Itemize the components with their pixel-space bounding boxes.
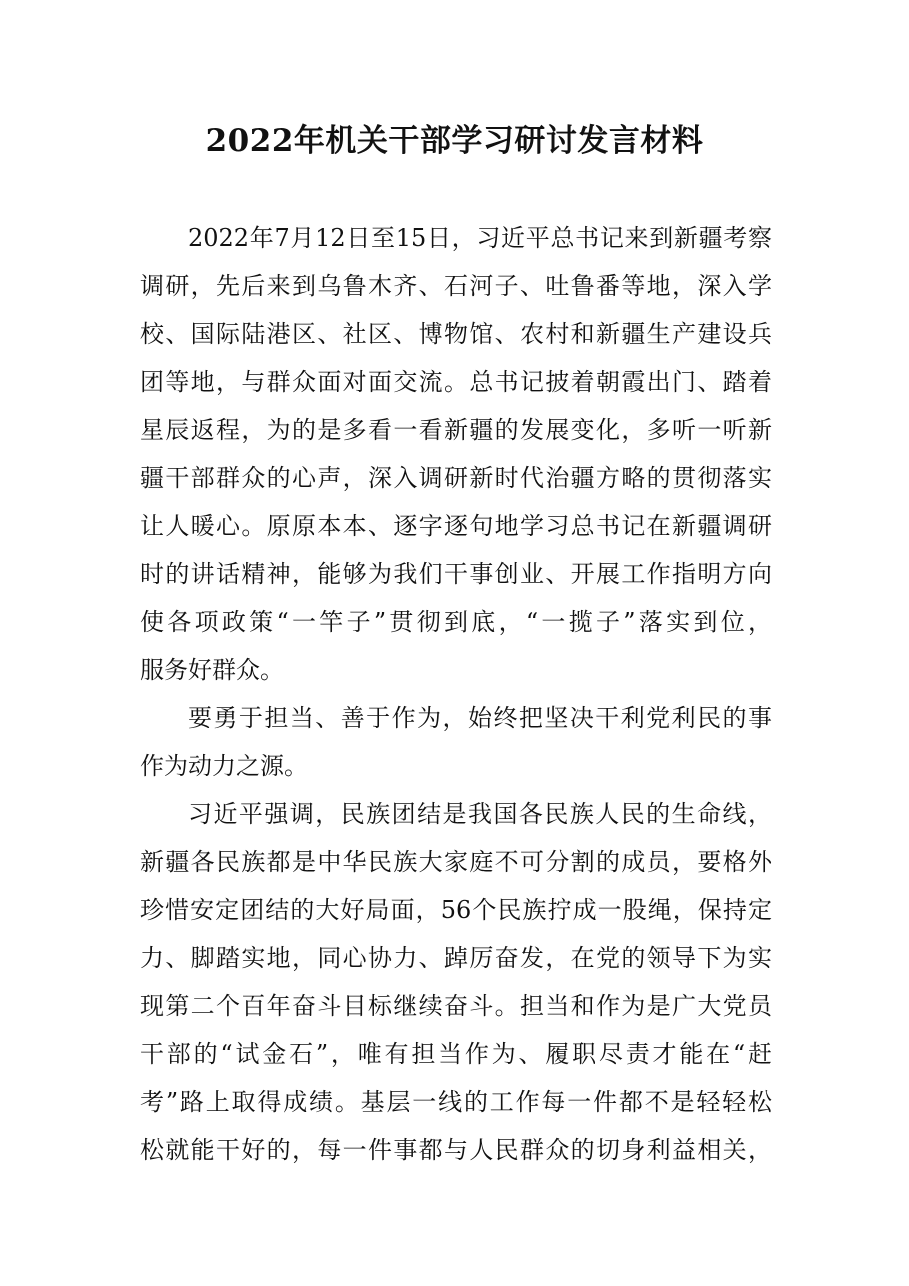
paragraph1-line: 服务好群众。 [140,656,284,684]
paragraph2-line: 干部的“试金石”，唯有担当作为、履职尽责才能在“赶 [140,1040,772,1068]
section-heading-line: 作为动力之源。 [140,752,308,780]
paragraph1-line: 团等地，与群众面对面交流。总书记披着朝霞出门、踏着 [140,368,772,396]
paragraph2-line: 习近平强调，民族团结是我国各民族人民的生命线， [188,800,772,828]
paragraph2-line: 考”路上取得成绩。基层一线的工作每一件都不是轻轻松 [140,1088,772,1116]
paragraph2-line: 松就能干好的，每一件事都与人民群众的切身利益相关， [140,1136,772,1164]
paragraph2-line: 珍惜安定团结的大好局面，56个民族拧成一股绳，保持定 [140,896,772,924]
paragraph1-line: 校、国际陆港区、社区、博物馆、农村和新疆生产建设兵 [140,320,772,348]
paragraph1-line: 使各项政策“一竿子”贯彻到底，“一揽子”落实到位， [140,608,772,636]
paragraph1-line: 调研，先后来到乌鲁木齐、石河子、吐鲁番等地，深入学 [140,272,772,300]
paragraph1-line: 星辰返程，为的是多看一看新疆的发展变化，多听一听新 [140,416,772,444]
section-heading-line: 要勇于担当、善于作为，始终把坚决干利党利民的事 [188,704,772,732]
document-title: 2022年机关干部学习研讨发言材料 [205,123,704,159]
paragraph2-line: 力、脚踏实地，同心协力、踔厉奋发，在党的领导下为实 [140,944,772,972]
paragraph1-line: 2022年7月12日至15日，习近平总书记来到新疆考察 [188,224,772,252]
paragraph1-line: 时的讲话精神，能够为我们干事创业、开展工作指明方向 [140,560,772,588]
paragraph1-line: 让人暖心。原原本本、逐字逐句地学习总书记在新疆调研 [140,512,772,540]
paragraph2-line: 现第二个百年奋斗目标继续奋斗。担当和作为是广大党员 [140,992,772,1020]
paragraph1-line: 疆干部群众的心声，深入调研新时代治疆方略的贯彻落实 [140,464,772,492]
paragraph2-line: 新疆各民族都是中华民族大家庭不可分割的成员，要格外 [140,848,772,876]
